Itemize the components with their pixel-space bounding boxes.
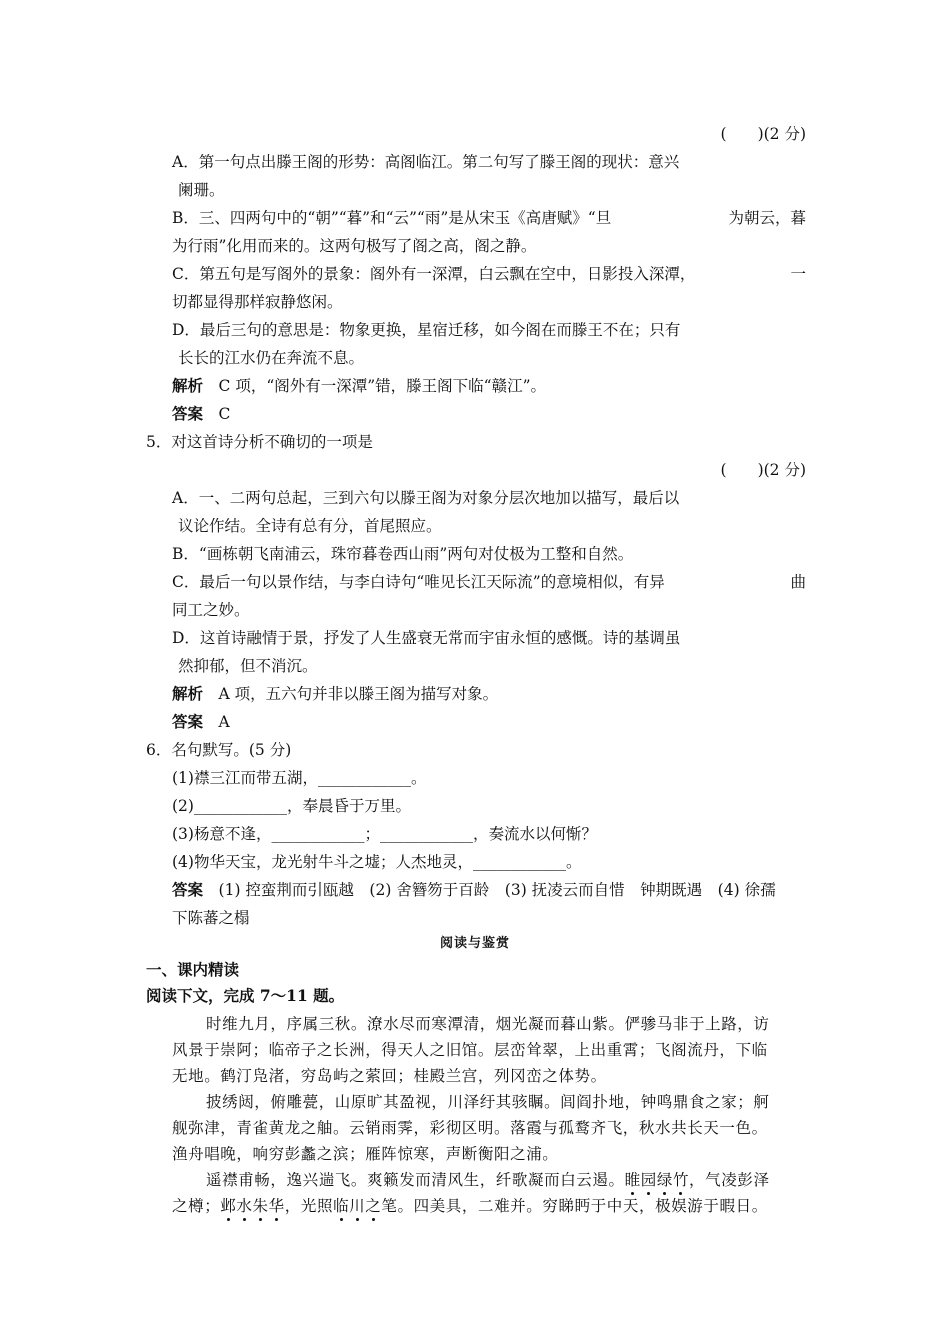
passage-text: 之樽； [172,1197,221,1215]
q5-answer [172,712,230,732]
dotted-emphasis-text [333,1197,381,1215]
q5-analysis [172,684,498,704]
q4-option-a-line1: A．第一句点出滕王阁的形势：高阁临江。第二句写了滕王阁的现状：意兴 [172,153,680,171]
q4-option-a-line2: 阑珊。 [178,181,225,199]
answer-text: C [218,405,231,423]
answer-label: 答案 [172,880,204,899]
q4-option-b-line2: 为行雨”化用而来的。这两句极写了阁之高，阁之静。 [172,237,537,255]
section-title: 阅读与鉴赏 [439,936,510,951]
q5-option-c-line2: 同工之妙。 [172,601,250,619]
passage-p3-line2 [172,1196,768,1216]
q5-option-a-line1: A．一、二两句总起，三到六句以滕王阁为对象分层次地加以描写，最后以 [172,489,680,507]
reading-instruction: 阅读下文，完成 7～11 题。 [146,986,345,1005]
q5-option-b-line1: B．“画栋朝飞南浦云，珠帘暮卷西山雨”两句对仗极为工整和自然。 [172,545,634,563]
emphasis-dot-char: 华 [268,1197,285,1215]
q4-option-b-line1a: B．三、四两句中的“朝”“暮”和“云”“雨”是从宋玉《高唐赋》“旦 [172,209,612,227]
emphasis-dot-char: 水 [236,1197,253,1215]
answer-label: 答案 [172,404,204,423]
answer-label: 答案 [172,712,204,731]
emphasis-dot-char: 竹 [672,1171,690,1189]
emphasis-dot-char: 睢 [624,1171,641,1189]
emphasis-dot-char: 川 [349,1197,366,1215]
analysis-text: C 项，“阁外有一深潭”错，滕王阁下临“赣江”。 [218,377,547,395]
q4-option-c-line2: 切都显得那样寂静悠闲。 [172,293,343,311]
emphasis-dot-char: 绿 [656,1171,673,1189]
part-title: 一、课内精读 [146,960,240,979]
passage-p2-line3: 渔舟唱晚，响穷彭蠡之滨；雁阵惊寒，声断衡阳之浦。 [172,1145,559,1163]
q5-option-a-line2: 议论作结。全诗有总有分，首尾照应。 [178,517,442,535]
emphasis-dot-char: 朱 [252,1197,269,1215]
q6-answer-line2: 下陈蕃之榻 [172,909,250,927]
q5-option-c-line1a: C．最后一句以景作结，与李白诗句“唯见长江天际流”的意境相似，有异 [172,573,665,591]
q6-stem: 6．名句默写。(5 分) [146,741,292,759]
q4-option-b-line1b: 为朝云，暮 [728,209,806,227]
emphasis-dot-char: 之 [365,1197,382,1215]
passage-text: 笔。四美具，二难并。穷睇眄于中天，极娱游于暇日。 [381,1197,768,1215]
q5-option-c-line1b: 曲 [790,573,806,591]
analysis-label: 解析 [172,684,204,703]
passage-p1-line3: 无地。鹤汀凫渚，穷岛屿之萦回；桂殿兰宫，列冈峦之体势。 [172,1067,607,1085]
q4-analysis [172,376,546,396]
q4-score: ( )(2 分) [720,125,806,143]
analysis-text: A 项，五六句并非以滕王阁为描写对象。 [218,685,499,703]
passage-p2-line1: 披绣闼，俯雕甍，山原旷其盈视，川泽纡其骇瞩。闾阎扑地，钟鸣鼎食之家；舸 [206,1093,770,1111]
emphasis-dot-char: 园 [640,1171,657,1189]
analysis-label: 解析 [172,376,204,395]
q6-line4: (4)物华天宝，龙光射牛斗之墟；人杰地灵，____________。 [172,853,582,871]
q6-line3: (3)杨意不逢，____________；____________，奏流水以何惭？ [172,825,597,843]
q6-line2: (2)____________，奉晨昏于万里。 [172,797,411,815]
q4-option-d-line1: D．最后三句的意思是：物象更换，星宿迁移，如今阁在而滕王不在；只有 [172,321,681,339]
emphasis-dot-char: 邺 [220,1197,237,1215]
q5-option-d-line2: 然抑郁，但不消沉。 [178,657,318,675]
q5-option-d-line1: D．这首诗融情于景，抒发了人生盛衰无常而宇宙永恒的感慨。诗的基调虽 [172,629,681,647]
passage-text: ，光照 [284,1197,334,1215]
dotted-emphasis-text [220,1197,284,1215]
q4-answer [172,404,230,424]
q4-option-c-line1b: 一 [790,265,806,283]
q5-stem: 5．对这首诗分析不确切的一项是 [146,433,373,451]
emphasis-dot-char: 临 [333,1197,350,1215]
q4-option-d-line2: 长长的江水仍在奔流不息。 [178,349,365,367]
q4-option-c-line1a: C．第五句是写阁外的景象：阁外有一深潭，白云飘在空中，日影投入深潭， [172,265,696,283]
q5-score: ( )(2 分) [720,461,806,479]
answer-text: (1) 控蛮荆而引瓯越 (2) 舍簪笏于百龄 (3) 抚凌云而自惜 钟期既遇 (4) 徐孺 [218,881,776,899]
q6-line1: (1)襟三江而带五湖，____________。 [172,769,427,787]
passage-p1-line2: 风景于崇阿；临帝子之长洲，得天人之旧馆。层峦耸翠，上出重霄；飞阁流丹，下临 [172,1041,768,1059]
passage-p1-line1: 时维九月，序属三秋。潦水尽而寒潭清，烟光凝而暮山紫。俨骖马非于上路，访 [206,1015,770,1033]
passage-p2-line2: 舰弥津，青雀黄龙之舳。云销雨霁，彩彻区明。落霞与孤鹜齐飞，秋水共长天一色。 [172,1119,768,1137]
q6-answer [172,880,776,900]
answer-text: A [218,713,230,731]
passage-p3-line1: 遥襟甫畅，逸兴遄飞。爽籁发而清风生，纤歌凝而白云遏。睢园绿竹，气凌彭泽 [206,1171,770,1189]
